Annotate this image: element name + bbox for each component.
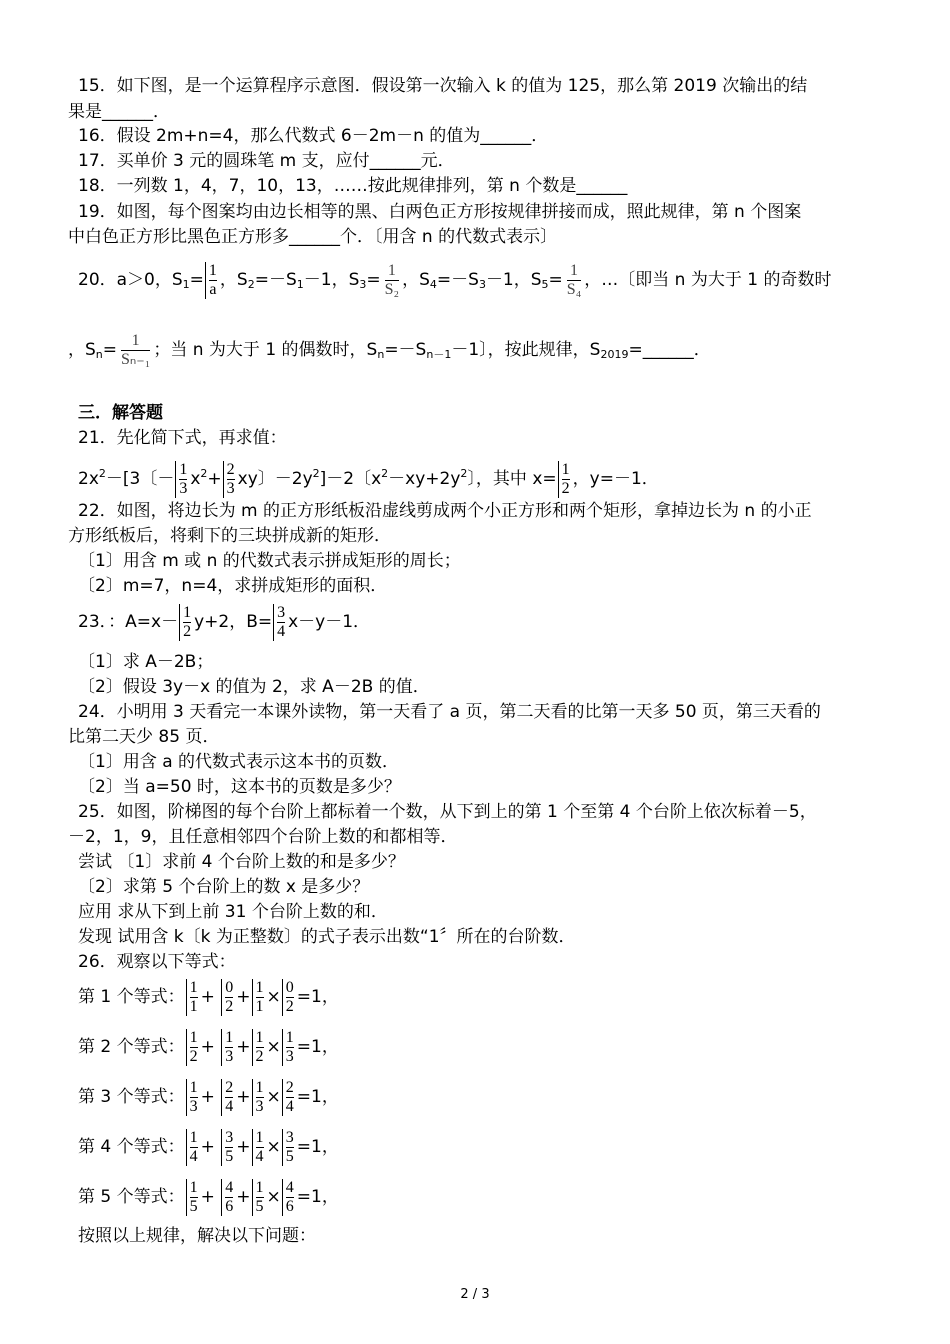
q22-part1: 〔1〕用含 m 或 n 的代数式表示拼成矩形的周长； [78,551,461,571]
fraction-2-3: $\frac{2}{3}$ [223,461,237,498]
q21-expression: $2x^2-[3$〔－ $\frac{1}{3}$ $x^2+$ $\frac{2}{3}$ xy〕$-2y^2]-2$〔$x^2-xy+2y^2$〕，其中 x= $\frac{1}{2}$ ，y=－1． [78,460,659,497]
fraction: $\frac{1}{3}$ [186,1079,200,1116]
q17: 17．买单价 3 元的圆珠笔 m 支，应付______元． [78,151,455,171]
q15-line2: 果是______． [68,102,170,122]
fraction: $\frac{3}{5}$ [221,1129,235,1166]
fraction: $\frac{1}{2}$ [252,1029,266,1066]
fraction-1-over-sn-minus-1: $\frac{1}{\text{Sₙ₋₁}}$ [121,331,151,368]
fraction: $\frac{0}{2}$ [221,979,235,1016]
fraction-1-2: $\frac{1}{2}$ [179,604,193,641]
fraction: $\frac{1}{1}$ [252,979,266,1016]
q23-expression: 23．：A=x－ $\frac{1}{2}$ y+2，B= $\frac{3}{4}$ x－y－1． [78,603,371,640]
fraction-1-2: $\frac{1}{2}$ [558,461,572,498]
equation-label: 第 3 个等式： [78,1087,185,1107]
q21-title: 21．先化简下式，再求值： [78,428,287,448]
q25-line2: －2，1，9，且任意相邻四个台阶上数的和都相等． [68,827,458,847]
fraction: $\frac{4}{6}$ [221,1179,235,1216]
q22-part2: 〔2〕m=7，n=4，求拼成矩形的面积． [78,576,388,596]
q22-line2: 方形纸板后，将剩下的三块拼成新的矩形． [68,526,391,546]
fraction-1-3: $\frac{1}{3}$ [175,461,189,498]
fraction: $\frac{1}{1}$ [186,979,200,1016]
fraction: $\frac{1}{5}$ [186,1179,200,1216]
equation-label: 第 5 个等式： [78,1187,185,1207]
fraction: $\frac{1}{5}$ [252,1179,266,1216]
section-heading-3: 三．解答题 [78,403,163,423]
q26-equation-5: 第 5 个等式： $\frac{1}{5}$ + $\frac{4}{6}$ + $\frac{1}{5}$ × $\frac{4}{6}$ =1， [78,1178,339,1215]
fraction: $\frac{4}{6}$ [282,1179,296,1216]
q19-line2: 中白色正方形比黑色正方形多______个．〔用含 n 的代数式表示〕 [68,227,558,247]
q26-title: 26．观察以下等式： [78,952,236,972]
fraction: $\frac{1}{3}$ [221,1029,235,1066]
fraction: $\frac{1}{4}$ [252,1129,266,1166]
q25-line5: 应用 求从下到上前 31 个台阶上数的和． [78,902,388,922]
q25-line1: 25．如图，阶梯图的每个台阶上都标着一个数，从下到上的第 1 个至第 4 个台阶上依次标着－5， [78,802,817,822]
fraction: $\frac{1}{3}$ [252,1079,266,1116]
q26-equation-2: 第 2 个等式： $\frac{1}{2}$ + $\frac{1}{3}$ + $\frac{1}{2}$ × $\frac{1}{3}$ =1， [78,1028,339,1065]
q20-line2: ，$S_n=$ $\frac{1}{\text{Sₙ₋₁}}$ ；当 n 为大于 1 的偶数时，$S_n=-S_{n-1}-1$〕，按此规律，$S_{2019}=\_\_\_\_\_\_$． [68,331,711,368]
q15-line1: 15．如下图，是一个运算程序示意图．假设第一次输入 k 的值为 125，那么第 2019 次输出的结 [78,76,808,96]
fraction: $\frac{1}{2}$ [186,1029,200,1066]
fraction: $\frac{1}{4}$ [186,1129,200,1166]
page-number: 2 / 3 [460,1287,490,1302]
fraction-1-over-s4: $\frac{1}{\text{S₄}}$ [566,261,582,298]
equation-label: 第 2 个等式： [78,1037,185,1057]
q25-line6: 发现 试用含 k〔k 为正整数〕的式子表示出数“1〞所在的台阶数． [78,927,576,947]
q24-part1: 〔1〕用含 a 的代数式表示这本书的页数． [78,752,400,772]
q26-equation-3: 第 3 个等式： $\frac{1}{3}$ + $\frac{2}{4}$ + $\frac{1}{3}$ × $\frac{2}{4}$ =1， [78,1078,339,1115]
q20-line1: 20．a＞0，$S_1=$ $\frac{1}{a}$ ，$S_2=-S_1-1$，$S_3=$ $\frac{1}{\text{S₂}}$ ，$S_4=-S_3-1$，$S_5=$ $\frac{1}{\text{S₄}}$ ，…〔即当 n 为大于 1 的奇数时 [78,261,832,298]
q24-line1: 24．小明用 3 天看完一本课外读物，第一天看了 a 页，第二天看的比第一天多 50 页，第三天看的 [78,702,821,722]
fraction: $\frac{1}{3}$ [282,1029,296,1066]
q19-line1: 19．如图，每个图案均由边长相等的黑、白两色正方形按规律拼接而成，照此规律，第 n 个图案 [78,202,802,222]
q23-part1: 〔1〕求 A－2B； [78,652,214,672]
q26-instruction: 按照以上规律，解决以下问题： [78,1226,316,1246]
q26-equation-4: 第 4 个等式： $\frac{1}{4}$ + $\frac{3}{5}$ + $\frac{1}{4}$ × $\frac{3}{5}$ =1， [78,1128,339,1165]
equation-label: 第 1 个等式： [78,987,185,1007]
q22-line1: 22．如图，将边长为 m 的正方形纸板沿虚线剪成两个小正方形和两个矩形，拿掉边长为 n 的小正 [78,501,812,521]
q18: 18．一列数 1，4，7，10，13，……按此规律排列，第 n 个数是______ [78,176,628,196]
fraction-3-4: $\frac{3}{4}$ [273,604,287,641]
q16: 16．假设 2m+n=4，那么代数式 6－2m－n 的值为______． [78,126,549,146]
fraction-1-over-s2: $\frac{1}{\text{S₂}}$ [384,261,400,298]
q25-line3: 尝试 〔1〕求前 4 个台阶上数的和是多少？ [78,852,405,872]
q23-part2: 〔2〕假设 3y－x 的值为 2，求 A－2B 的值． [78,677,430,697]
fraction-1-over-a: $\frac{1}{a}$ [205,262,219,299]
equation-label: 第 4 个等式： [78,1137,185,1157]
fraction: $\frac{2}{4}$ [221,1079,235,1116]
q26-equation-1: 第 1 个等式： $\frac{1}{1}$ + $\frac{0}{2}$ + $\frac{1}{1}$ × $\frac{0}{2}$ =1， [78,978,339,1015]
fraction: $\frac{3}{5}$ [282,1129,296,1166]
q24-part2: 〔2〕当 a=50 时，这本书的页数是多少？ [78,777,401,797]
q24-line2: 比第二天少 85 页． [68,727,220,747]
fraction: $\frac{0}{2}$ [282,979,296,1016]
fraction: $\frac{2}{4}$ [282,1079,296,1116]
q25-line4: 〔2〕求第 5 个台阶上的数 x 是多少？ [78,877,370,897]
